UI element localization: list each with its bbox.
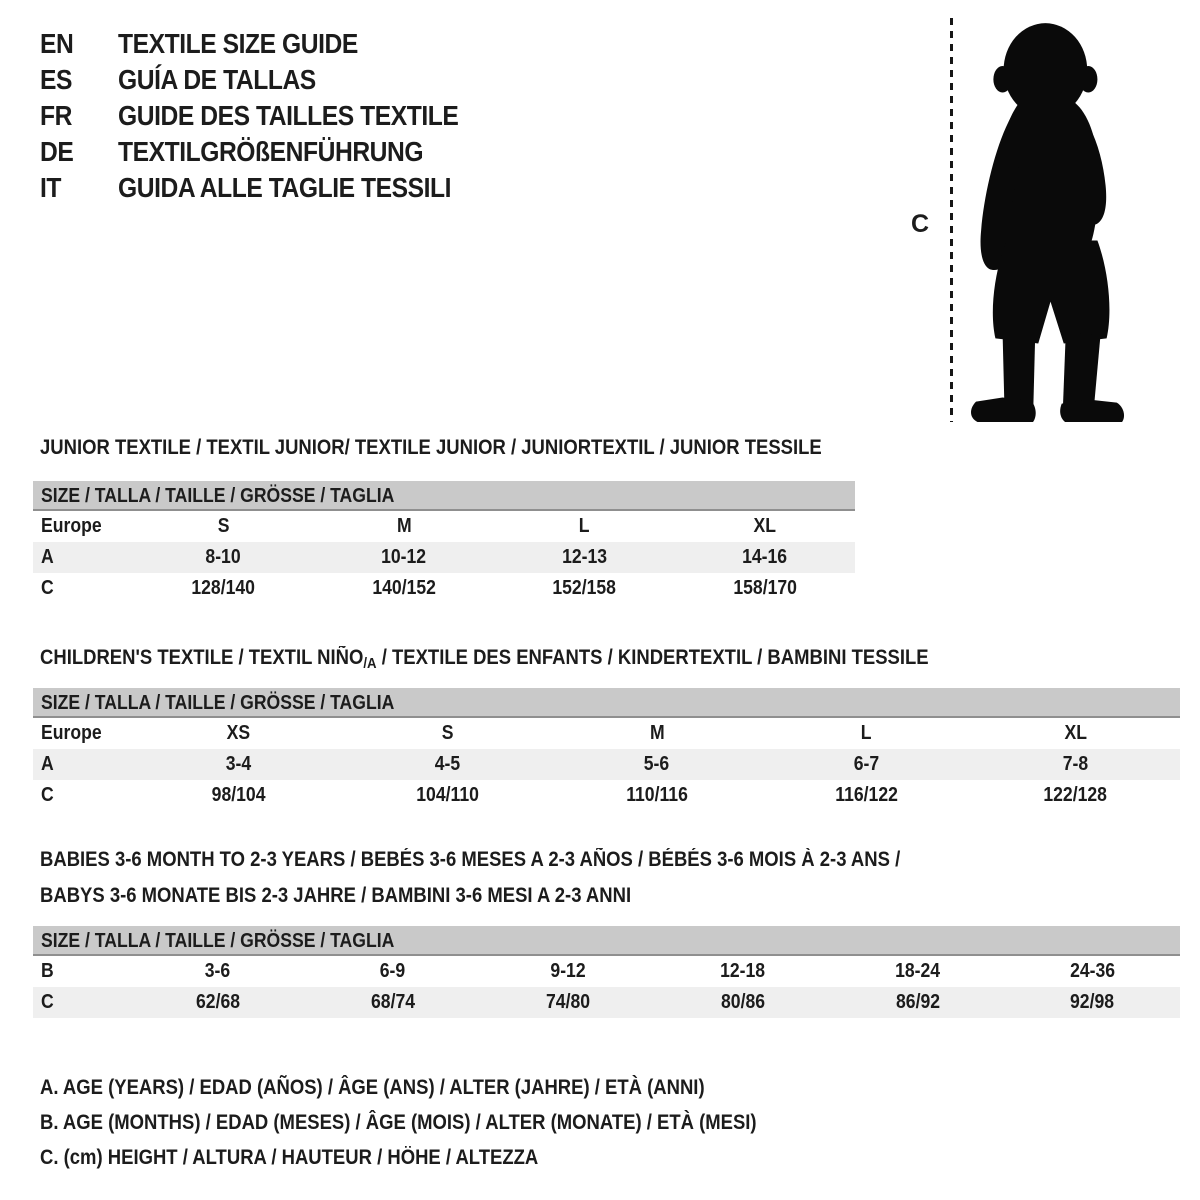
size-cell: M	[396, 515, 412, 537]
table-row	[33, 542, 855, 573]
size-cell: 68/74	[370, 991, 415, 1013]
size-cell: 6-9	[380, 960, 406, 982]
height-measure-label: C	[911, 210, 930, 238]
section-title-text-line1: BABIES 3-6 MONTH TO 2-3 YEARS / BEBÉS 3-6 MESES A 2-3 AÑOS / BÉBÉS 3-6 MOIS À 2-3 ANS /	[40, 848, 901, 871]
section-title-children	[40, 640, 1050, 682]
size-cell: 18-24	[895, 960, 941, 982]
babies-table	[33, 956, 1180, 1018]
row-label: A	[41, 753, 54, 775]
size-cell: 98/104	[211, 784, 266, 806]
language-title: GUÍA DE TALLAS	[118, 64, 316, 95]
size-cell: 158/170	[732, 577, 797, 599]
size-cell: 12-18	[720, 960, 766, 982]
size-header-text: SIZE / TALLA / TAILLE / GRÖSSE / TAGLIA	[41, 485, 395, 507]
size-cell: L	[860, 722, 872, 744]
junior-table	[33, 511, 855, 604]
language-row	[40, 134, 505, 170]
language-title: GUIDA ALLE TAGLIE TESSILI	[118, 172, 452, 203]
size-cell: 140/152	[372, 577, 436, 599]
language-row	[40, 26, 505, 62]
size-cell: 3-6	[205, 960, 231, 982]
table-row	[33, 987, 1180, 1018]
size-cell: 104/110	[416, 784, 480, 806]
language-code: FR	[40, 100, 72, 131]
size-cell: 8-10	[205, 546, 242, 568]
size-cell: 9-12	[550, 960, 586, 982]
size-cell: XL	[753, 515, 777, 537]
legend-block	[40, 1070, 854, 1175]
table-row	[33, 956, 1180, 987]
section-title-junior	[40, 430, 928, 466]
size-cell: 92/98	[1070, 991, 1115, 1013]
size-cell: 14-16	[742, 546, 788, 568]
size-cell: 7-8	[1062, 753, 1089, 775]
section-title-text-line2: BABYS 3-6 MONATE BIS 2-3 JAHRE / BAMBINI 3-6 MESI A 2-3 ANNI	[40, 884, 632, 907]
size-cell: 86/92	[895, 991, 940, 1013]
size-cell: 5-6	[644, 753, 670, 775]
size-cell: XL	[1064, 722, 1087, 744]
table-row	[33, 780, 1180, 811]
size-cell: 122/128	[1043, 784, 1108, 806]
legend-line-b: B. AGE (MONTHS) / EDAD (MESES) / ÂGE (MOIS) / ALTER (MONATE) / ETÀ (MESI)	[40, 1111, 757, 1134]
table-row	[33, 511, 855, 542]
legend-line-c: C. (cm) HEIGHT / ALTURA / HAUTEUR / HÖHE / ALTEZZA	[40, 1146, 539, 1169]
language-row	[40, 170, 505, 206]
height-dashed-line	[950, 18, 953, 422]
size-cell: S	[441, 722, 454, 744]
language-title: TEXTILGRÖßENFÜHRUNG	[118, 136, 424, 167]
row-label: Europe	[41, 515, 102, 537]
language-title-block	[40, 26, 505, 206]
size-header-band	[33, 688, 1180, 718]
size-cell: 74/80	[545, 991, 590, 1013]
language-row	[40, 98, 505, 134]
size-cell: 3-4	[225, 753, 252, 775]
size-cell: 4-5	[435, 753, 461, 775]
children-size-table	[33, 688, 1180, 811]
size-header-text: SIZE / TALLA / TAILLE / GRÖSSE / TAGLIA	[41, 930, 395, 952]
language-row	[40, 62, 505, 98]
row-label: B	[41, 960, 54, 982]
language-title: GUIDE DES TAILLES TEXTILE	[118, 100, 459, 131]
size-cell: 24-36	[1069, 960, 1116, 982]
toddler-silhouette-icon	[963, 14, 1138, 422]
size-header-band	[33, 926, 1180, 956]
babies-size-table	[33, 926, 1180, 1018]
language-code: DE	[40, 136, 74, 167]
size-cell: M	[649, 722, 665, 744]
children-table	[33, 718, 1180, 811]
row-label: A	[41, 546, 54, 568]
size-cell: 128/140	[191, 577, 256, 599]
size-cell: 80/86	[720, 991, 765, 1013]
section-title-text: CHILDREN'S TEXTILE / TEXTIL $NIÑO_{/A}$ / TEXTILE DES ENFANTS / KINDERTEXTIL / BAMBINI TESSILE	[40, 646, 929, 672]
section-title-text: JUNIOR TEXTILE / TEXTIL JUNIOR/ TEXTILE JUNIOR / JUNIORTEXTIL / JUNIOR TESSILE	[40, 436, 822, 459]
size-cell: 116/122	[834, 784, 898, 806]
size-cell: 62/68	[195, 991, 240, 1013]
legend-line-a: A. AGE (YEARS) / EDAD (AÑOS) / ÂGE (ANS) / ALTER (JAHRE) / ETÀ (ANNI)	[40, 1076, 705, 1099]
size-cell: 110/116	[626, 784, 688, 806]
section-title-babies	[40, 842, 1018, 914]
size-cell: 12-13	[561, 546, 607, 568]
language-code: ES	[40, 64, 72, 95]
table-row	[33, 573, 855, 604]
junior-size-table	[33, 481, 855, 604]
size-cell: 152/158	[552, 577, 617, 599]
size-cell: 10-12	[381, 546, 427, 568]
row-label: C	[41, 577, 54, 599]
language-code: EN	[40, 28, 74, 59]
size-cell: XS	[226, 722, 251, 744]
language-title: TEXTILE SIZE GUIDE	[118, 28, 358, 59]
row-label: C	[41, 784, 54, 806]
nino-a-subscript: /A	[363, 655, 377, 672]
row-label: Europe	[41, 722, 102, 744]
size-header-band	[33, 481, 855, 511]
table-row	[33, 749, 1180, 780]
size-cell: L	[578, 515, 590, 537]
height-measure-figure	[905, 12, 1200, 427]
table-row	[33, 718, 1180, 749]
size-header-text: SIZE / TALLA / TAILLE / GRÖSSE / TAGLIA	[41, 692, 395, 714]
row-label: C	[41, 991, 54, 1013]
language-code: IT	[40, 172, 62, 203]
size-cell: S	[217, 515, 230, 537]
size-cell: 6-7	[853, 753, 879, 775]
